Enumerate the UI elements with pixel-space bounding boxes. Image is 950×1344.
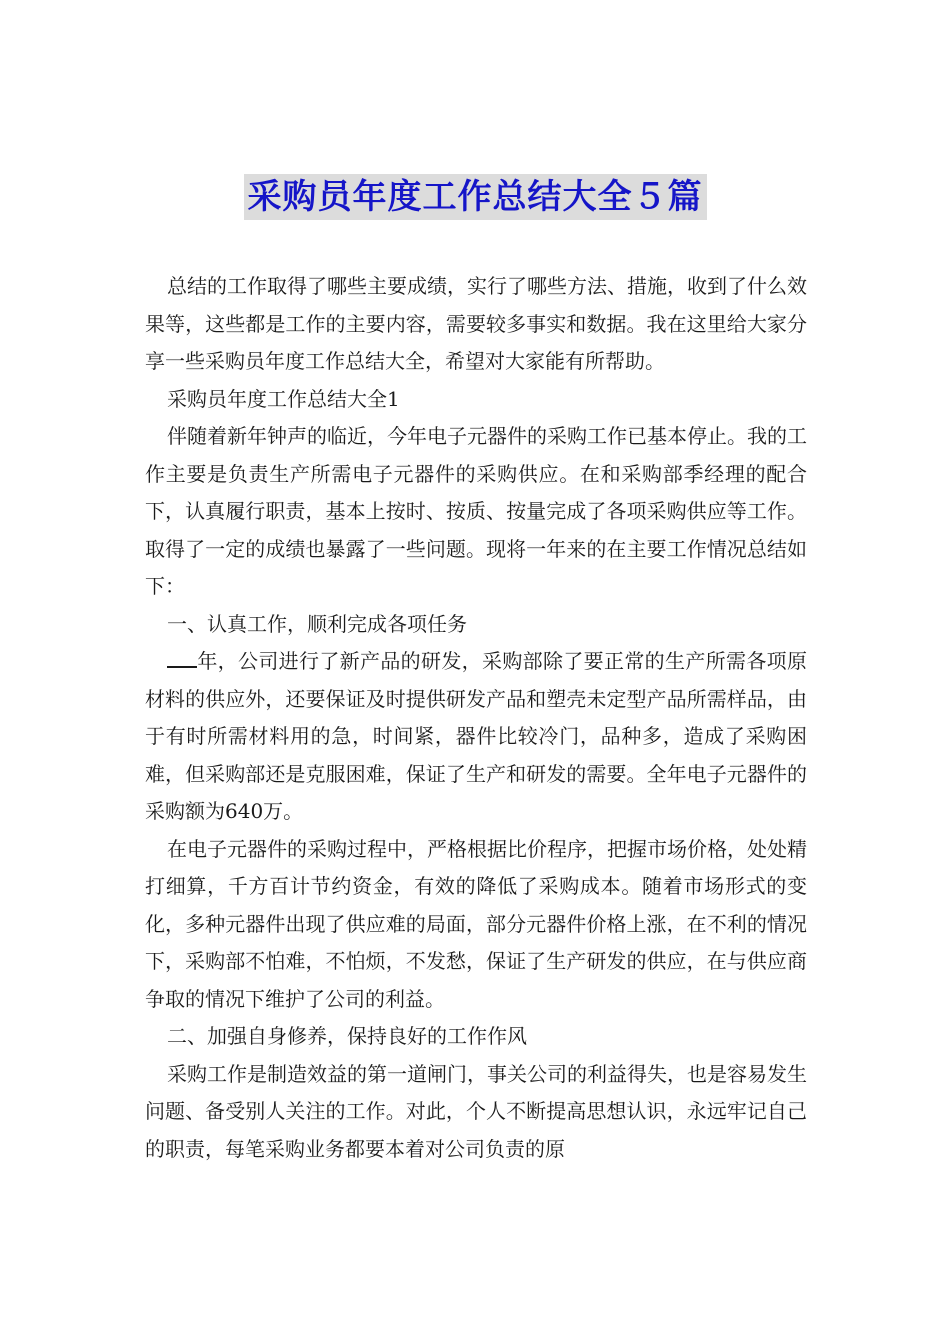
fill-in-blank	[167, 648, 197, 668]
title-container	[0, 174, 950, 220]
section-heading-1: 采购员年度工作总结大全1	[167, 386, 400, 411]
body-paragraph: 伴随着新年钟声的临近，今年电子元器件的采购工作已基本停止。我的工作主要是负责生产所需电子元器件的采购供应。在和采购部季经理的配合下，认真履行职责，基本上按时、按质、按量完成了各项采购供应等工作。取得了一定的成绩也暴露了一些问题。现将一年来的在主要工作情况总结如下：	[145, 424, 807, 598]
subsection-heading: 二、加强自身修养，保持良好的工作作风	[167, 1024, 527, 1048]
intro-paragraph: 总结的工作取得了哪些主要成绩，实行了哪些方法、措施，收到了什么效果等，这些都是工作的主要内容，需要较多事实和数据。我在这里给大家分享一些采购员年度工作总结大全，希望对大家能有所帮助。	[145, 274, 807, 373]
body-paragraph-text: 年，公司进行了新产品的研发，采购部除了要正常的生产所需各项原材料的供应外，还要保证及时提供研发产品和塑壳未定型产品所需样品，由于有时所需材料用的急，时间紧，器件比较冷门，品种多，造成了采购困难，但采购部还是克服困难，保证了生产和研发的需要。全年电子元器件的采购额为640万。	[145, 649, 807, 823]
document-title: 采购员年度工作总结大全５篇	[244, 174, 707, 220]
body-paragraph: 采购工作是制造效益的第一道闸门，事关公司的利益得失，也是容易发生问题、备受别人关注的工作。对此，个人不断提高思想认识，永远牢记自己的职责，每笔采购业务都要本着对公司负责的原	[145, 1061, 807, 1161]
subsection-heading: 一、认真工作，顺利完成各项任务	[167, 611, 467, 636]
body-paragraph-with-blank	[145, 643, 807, 831]
document-body	[145, 268, 807, 1168]
body-paragraph: 在电子元器件的采购过程中，严格根据比价程序，把握市场价格，处处精打细算，千方百计节约资金，有效的降低了采购成本。随着市场形式的变化，多种元器件出现了供应难的局面，部分元器件价格上涨，在不利的情况下，采购部不怕难，不怕烦，不发愁，保证了生产研发的供应，在与供应商争取的情况下维护了公司的利益。	[145, 836, 807, 1011]
